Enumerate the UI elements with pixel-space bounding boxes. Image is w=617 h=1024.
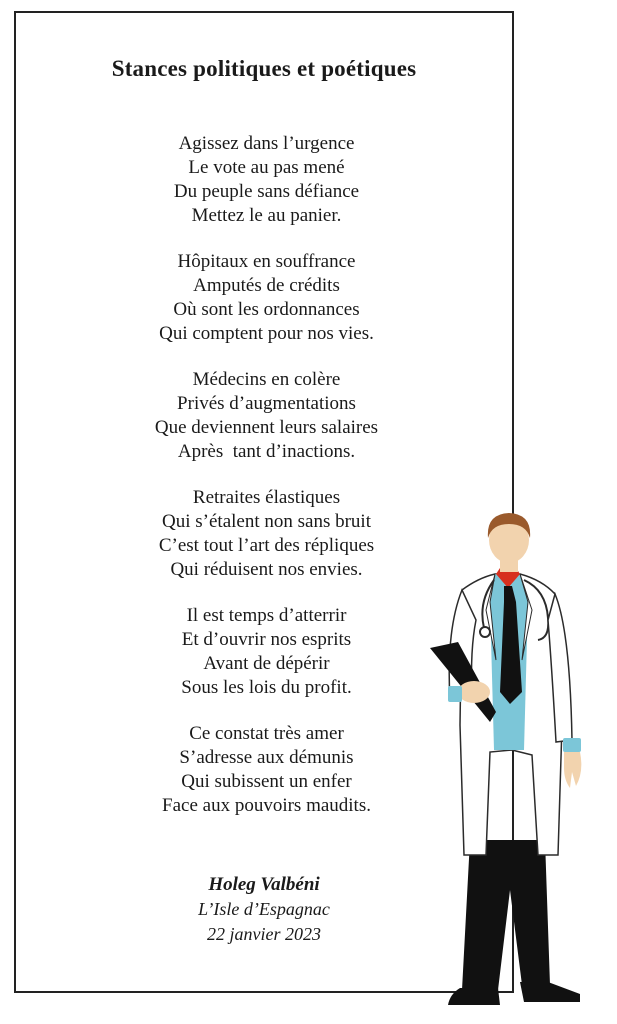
right-hand bbox=[564, 752, 581, 788]
trousers bbox=[462, 840, 550, 990]
poem-line: Ce constat très amer bbox=[189, 723, 344, 744]
poem-line: Qui réduisent nos envies. bbox=[170, 559, 363, 580]
poem-line: Le vote au pas mené bbox=[188, 157, 345, 178]
left-hand bbox=[458, 681, 490, 703]
poem-line: Et d’ouvrir nos esprits bbox=[181, 629, 352, 650]
right-cuff bbox=[563, 738, 581, 752]
doctor-illustration-icon bbox=[420, 510, 600, 1015]
poem-line: Agissez dans l’urgence bbox=[178, 133, 355, 154]
poem-line: Mettez le au panier. bbox=[191, 205, 342, 226]
poem-line: Après tant d’inactions. bbox=[177, 441, 356, 462]
left-shoe bbox=[448, 988, 500, 1005]
poem-title: Stances politiques et poétiques bbox=[111, 56, 417, 81]
poem-line: Privés d’augmentations bbox=[177, 393, 356, 414]
poem-line: Où sont les ordonnances bbox=[173, 299, 360, 320]
poem-line: C’est tout l’art des répliques bbox=[158, 535, 375, 556]
poem-line: Du peuple sans défiance bbox=[173, 181, 360, 202]
poem-line: Amputés de crédits bbox=[193, 275, 340, 296]
poem-line: Hôpitaux en souffrance bbox=[177, 251, 356, 272]
date-line: 22 janvier 2023 bbox=[207, 924, 321, 944]
author-name: Holeg Valbéni bbox=[208, 874, 320, 895]
poem-line: Il est temps d’atterrir bbox=[186, 605, 347, 626]
poem-line: Qui subissent un enfer bbox=[181, 771, 352, 792]
poem-line: Qui s’étalent non sans bruit bbox=[162, 511, 371, 532]
poem-line: S’adresse aux démunis bbox=[179, 747, 354, 768]
left-cuff bbox=[448, 686, 462, 702]
poem-line: Qui comptent pour nos vies. bbox=[159, 323, 374, 344]
poem-line: Que deviennent leurs salaires bbox=[154, 417, 379, 438]
poem-line: Avant de dépérir bbox=[203, 653, 330, 674]
poem-line: Face aux pouvoirs maudits. bbox=[162, 795, 371, 816]
stanza bbox=[14, 368, 519, 464]
poem-line: Médecins en colère bbox=[192, 369, 341, 390]
poem-line: Retraites élastiques bbox=[192, 487, 341, 508]
place-line: L’Isle d’Espagnac bbox=[198, 899, 330, 919]
stanza bbox=[14, 132, 519, 228]
poem-line: Sous les lois du profit. bbox=[181, 677, 352, 698]
stanza bbox=[14, 250, 519, 346]
